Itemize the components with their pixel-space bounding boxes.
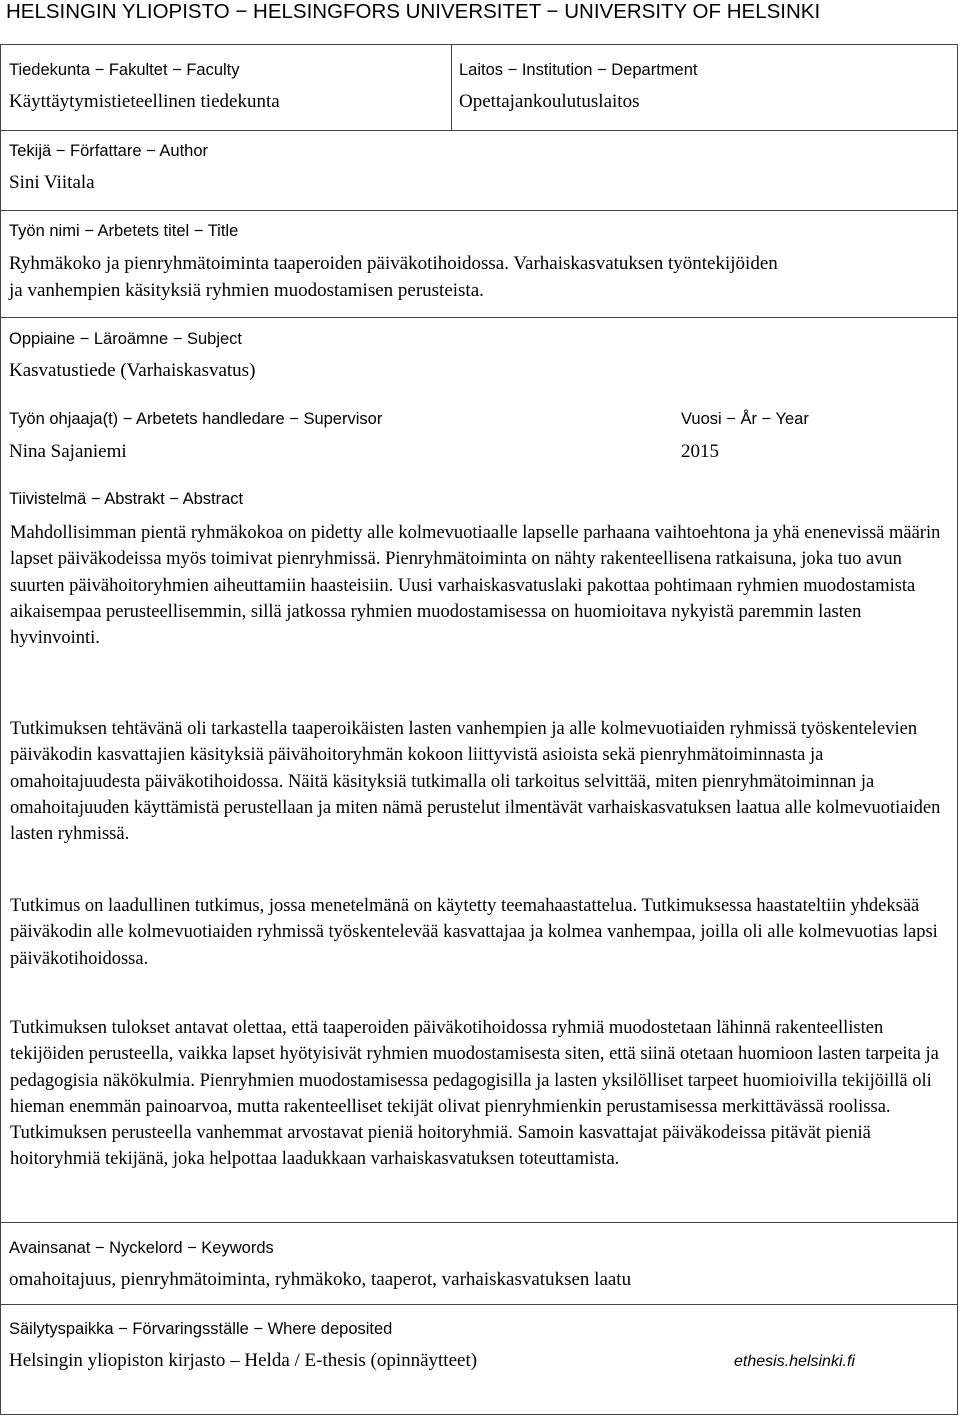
subject-value: Kasvatustiede (Varhaiskasvatus) [9,360,256,381]
department-value: Opettajankoulutuslaitos [459,91,640,112]
deposited-label: Säilytyspaikka − Förvaringsställe − Where deposited [9,1320,393,1338]
abstract-form [0,44,958,1415]
abstract-label: Tiivistelmä − Abstrakt − Abstract [9,490,244,508]
year-value: 2015 [681,441,719,462]
divider [451,45,452,130]
ethesis-link[interactable]: ethesis.helsinki.fi [734,1353,855,1370]
author-label: Tekijä − Författare − Author [9,142,209,160]
author-value: Sini Viitala [9,172,95,193]
keywords-label: Avainsanat − Nyckelord − Keywords [9,1239,274,1257]
supervisor-label: Työn ohjaaja(t) − Arbetets handledare − Supervisor [9,410,383,428]
abstract-paragraph: Tutkimus on laadullinen tutkimus, jossa menetelmänä on käytetty teemahaastattelua. Tutkimuksessa haastateltiin yhdeksää päiväkodin alle kolmevuotiaiden ryhmissä työskentelevää kasvattajaa ja kolmea vanhempaa, joilla oli alle kolmevuotias lapsi päiväkotihoidossa. [10,896,938,969]
faculty-label: Tiedekunta − Fakultet − Faculty [9,61,240,79]
divider [1,210,957,211]
abstract-paragraph: Tutkimuksen tehtävänä oli tarkastella taaperoikäisten lasten vanhempien ja alle kolmevuotiaiden ryhmissä työskentelevien päiväkodin kasvattajien käsityksiä päivähoitoryhmän kokoon liittyvistä asioista sekä pienryhmätoiminnasta ja omahoitajuudesta päiväkotihoidossa. Näitä käsityksiä tutkimalla oli tarkoitus selvittää, miten pienryhmätoiminnan ja omahoitajuuden käyttämistä perustellaan ja miten nämä perustelut ilmentävät varhaiskasvatuksen laatua alle kolmevuotiaiden lasten ryhmissä. [10,719,941,845]
divider [1,317,957,318]
deposited-value: Helsingin yliopiston kirjasto – Helda / E-thesis (opinnäytteet) [9,1350,478,1371]
abstract-paragraph: Mahdollisimman pientä ryhmäkokoa on pidetty alle kolmevuotiaalle lapselle parhaana vaihtoehtona ja yhä enenevissä määrin lapset päiväkodeissa myös toimivat pienryhmissä. Pienryhmätoiminta on nähty rakenteellisena ratkaisuna, joka tuo avun suurten päivähoitoryhmien aiheuttamiin haasteisiin. Uusi varhaiskasvatuslaki pakottaa pohtimaan ryhmien muodostamista aikaisempaa perusteellisemmin, sillä jatkossa ryhmien muodostamisessa on huomioitava nykyistä paremmin lasten hyvinvointi. [10,523,941,649]
abstract-paragraph: Tutkimuksen tulokset antavat olettaa, että taaperoiden päiväkotihoidossa ryhmiä muodostetaan lähinnä rakenteellisten tekijöiden perusteella, vaikka lapset hyötyisivät ryhmien muodostamisesta siten, että siinä otetaan huomioon lasten tarpeita ja pedagogisia näkökulmia. Pienryhmien muodostamisessa pedagogisilla ja lasten yksilölliset tarpeet huomioivilla tekijöillä oli hieman enemmän painoarvoa, mutta rakenteelliset tekijät olivat pienryhmienkin perustamisessa merkittävässä roolissa. Tutkimuksen perusteella vanhemmat arvostavat pieniä hoitoryhmiä. Samoin kasvattajat päiväkodeissa pitävät pieniä hoitoryhmiä tekijänä, joka helpottaa laadukkaan varhaiskasvatuksen toteuttamista. [10,1018,939,1170]
supervisor-value: Nina Sajaniemi [9,441,127,462]
title-label: Työn nimi − Arbetets titel − Title [9,222,239,240]
divider [1,130,957,131]
title-line-1: Ryhmäkoko ja pienryhmätoiminta taaperoiden päiväkotihoidossa. Varhaiskasvatuksen työntekijöiden [9,253,778,274]
subject-label: Oppiaine − Läroämne − Subject [9,330,242,348]
divider [1,1222,957,1223]
year-label: Vuosi − År − Year [681,410,809,428]
keywords-value: omahoitajuus, pienryhmätoiminta, ryhmäkoko, taaperot, varhaiskasvatuksen laatu [9,1269,632,1290]
department-label: Laitos − Institution − Department [459,61,698,79]
university-header: HELSINGIN YLIOPISTO − HELSINGFORS UNIVERSITET − UNIVERSITY OF HELSINKI [6,0,821,23]
faculty-value: Käyttäytymistieteellinen tiedekunta [9,91,280,112]
divider [1,1304,957,1305]
title-line-2: ja vanhempien käsityksiä ryhmien muodostamisen perusteista. [9,280,484,301]
